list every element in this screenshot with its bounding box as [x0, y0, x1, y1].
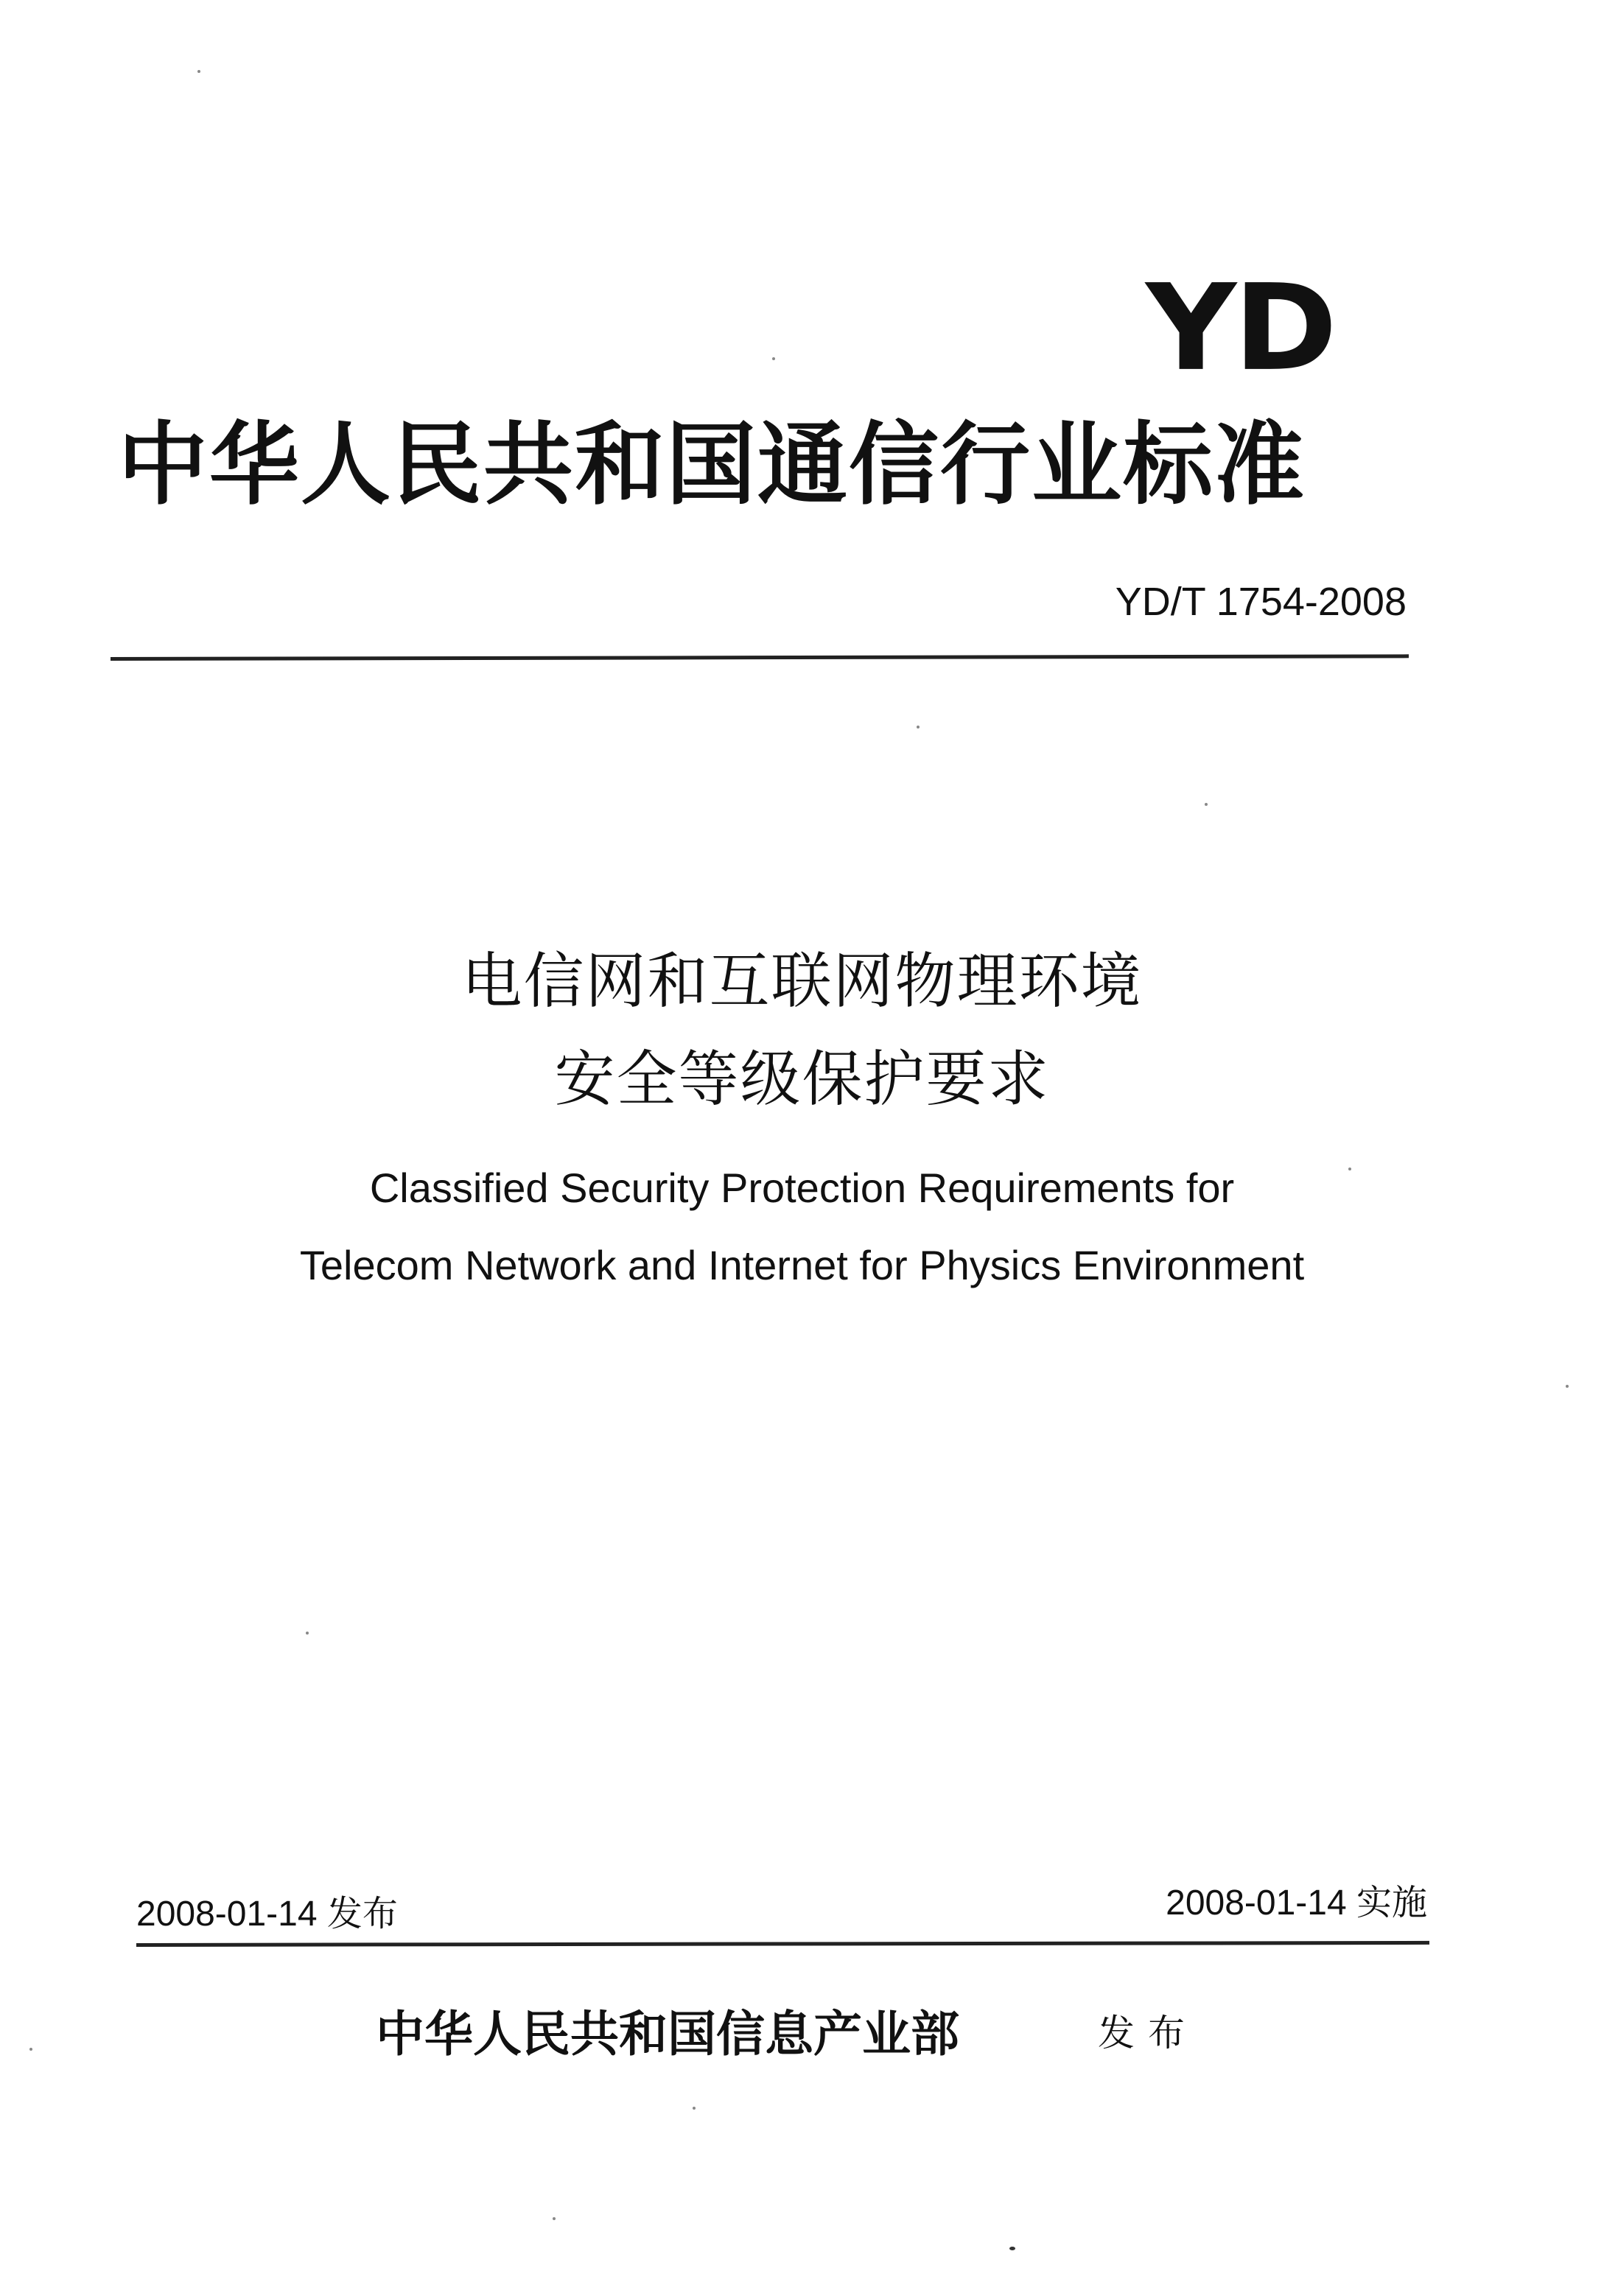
header-divider: [111, 654, 1409, 661]
scan-speck: [917, 726, 920, 729]
standard-number: YD/T 1754-2008: [1115, 580, 1407, 624]
document-title-zh-line-2: 安全等级保护要求: [554, 1045, 1050, 1114]
document-title-zh-line-1: 电信网和互联网物理环境: [461, 947, 1143, 1017]
document-title-en-line-1: Classified Security Protection Requirements for: [369, 1165, 1235, 1211]
scan-speck: [1009, 2247, 1015, 2250]
scan-speck: [553, 2217, 556, 2220]
standard-category-title: 中华人民共和国通信行业标准: [118, 412, 1306, 517]
scan-speck: [197, 70, 200, 73]
publisher-action: 发布: [1098, 2012, 1198, 2054]
scan-speck: [1348, 1168, 1351, 1170]
scan-speck: [693, 2107, 696, 2110]
scan-speck: [29, 2048, 32, 2051]
footer-divider: [136, 1941, 1429, 1947]
scan-speck: [772, 357, 775, 360]
scan-speck: [1205, 803, 1208, 806]
scan-speck: [1566, 1385, 1569, 1388]
publisher-name: 中华人民共和国信息产业部: [376, 2005, 959, 2062]
effective-date: 2008-01-14 实施: [1166, 1884, 1427, 1923]
yd-logo: YD: [1146, 259, 1335, 398]
scan-speck: [306, 1632, 309, 1635]
document-title-en-line-2: Telecom Network and Internet for Physics Environment: [299, 1242, 1305, 1288]
issue-date: 2008-01-14 发布: [136, 1895, 398, 1934]
